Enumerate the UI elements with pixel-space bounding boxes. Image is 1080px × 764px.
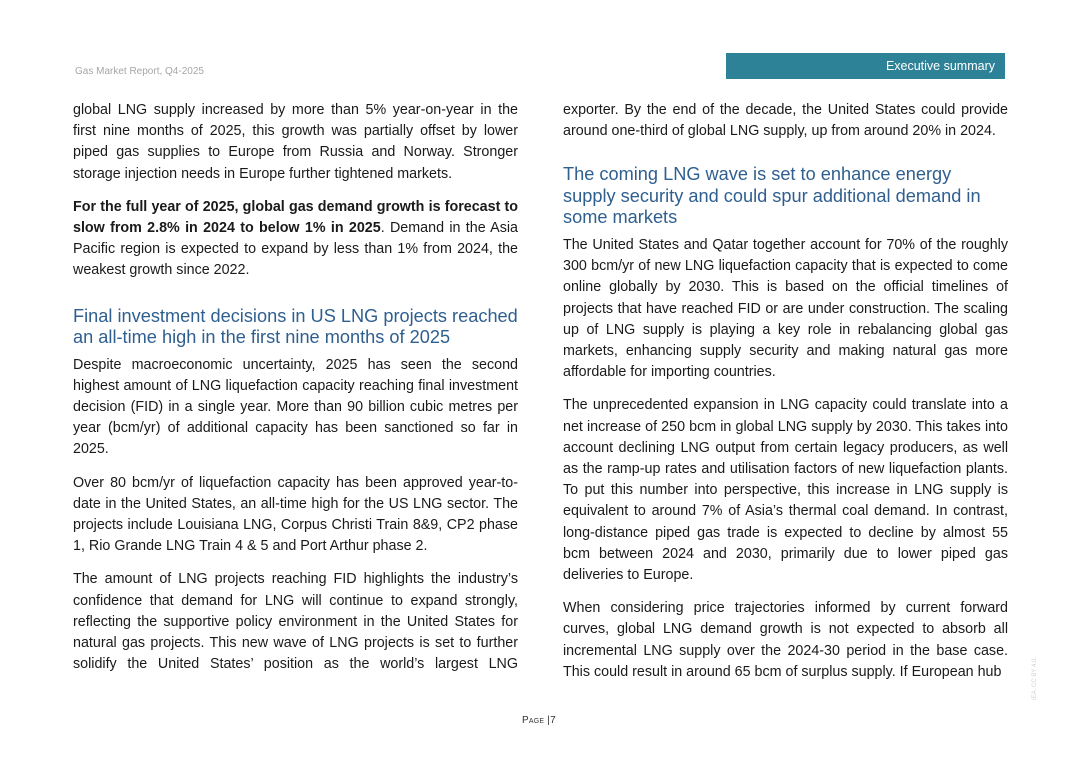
paragraph: Despite macroeconomic uncertainty, 2025 has seen the second highest amount of LNG liquefaction capacity reaching final investment decision (FID) in a single year. More than 90 billion cubic metres per year (bcm/yr) of additional capacity has been sanctioned so far in 2025.: [73, 356, 518, 458]
left-column: [73, 100, 518, 687]
key-finding-rest: . Demand in the Asia Pacific region is expected to expand by less than 1% from 2024, the weakest growth since 2022.: [73, 220, 518, 279]
running-header-title: Gas Market Report, Q4-2025: [75, 66, 204, 77]
section-tab: Executive summary: [726, 53, 1005, 79]
license-text: IEA. CC BY 4.0.: [1032, 657, 1038, 700]
section-heading: The coming LNG wave is set to enhance energy supply security and could spur additional demand in some markets: [563, 164, 981, 228]
paragraph: The United States and Qatar together account for 70% of the roughly 300 bcm/yr of new LNG liquefaction capacity that is expected to come online globally by 2030. This is based on the official timelines of projects that have reached FID or are under construction. The scaling up of LNG supply is playing a key role in rebalancing global gas markets, enhancing supply security and making natural gas more affordable for importing countries.: [563, 236, 1008, 381]
paragraph: The unprecedented expansion in LNG capacity could translate into a net increase of 250 bcm in global LNG supply by 2030. This takes into account declining LNG output from certain legacy producers, as well as the ramp-up rates and utilisation factors of new liquefaction plants. To put this number into perspective, this increase in LNG supply is equivalent to around 7% of Asia’s thermal coal demand. In contrast, long-distance piped gas trade is expected to decline by almost 55 bcm between 2024 and 2030, primarily due to lower piped gas deliveries to Europe.: [563, 397, 1008, 583]
paragraph: exporter. By the end of the decade, the United States could provide around one-third of global LNG supply, up from around 20% in 2024.: [563, 102, 1008, 140]
page-label: Page: [522, 715, 545, 726]
paragraph-key-finding: [73, 197, 518, 282]
section-heading: Final investment decisions in US LNG projects reached an all-time high in the first nine months of 2025: [73, 305, 518, 348]
key-finding-bold: For the full year of 2025, global gas demand growth is forecast to slow from 2.8% in 2024 to below 1% in 2025: [73, 198, 518, 237]
page-separator: |: [547, 715, 551, 726]
page-number: [522, 715, 556, 726]
page-number-value: 7: [550, 715, 556, 726]
paragraph: global LNG supply increased by more than 5% year-on-year in the first nine months of 2025, this growth was partially offset by lower piped gas supplies to Europe from Russia and Norway. Stronger storage injection needs in Europe further tightened markets.: [73, 102, 518, 182]
paragraph: When considering price trajectories informed by current forward curves, global LNG demand growth is not expected to absorb all incremental LNG supply over the 2024-30 period in the base case. This could result in around 65 bcm of surplus supply. If European hub: [563, 600, 1008, 680]
paragraph: Over 80 bcm/yr of liquefaction capacity has been approved year-to-date in the United States, an all-time high for the US LNG sector. The projects include Louisiana LNG, Corpus Christi Train 8&9, CP2 phase 1, Rio Grande LNG Train 4 & 5 and Port Arthur phase 2.: [73, 474, 518, 555]
paragraph: The amount of LNG projects reaching FID highlights the industry’s confidence that demand for LNG will continue to expand strongly, reflecting the supportive policy environment in the United States for natural gas projects. This new wave of LNG projects is set to further solidify the United States’ position as the world’s largest LNG: [73, 571, 518, 673]
right-column: [563, 100, 1008, 695]
